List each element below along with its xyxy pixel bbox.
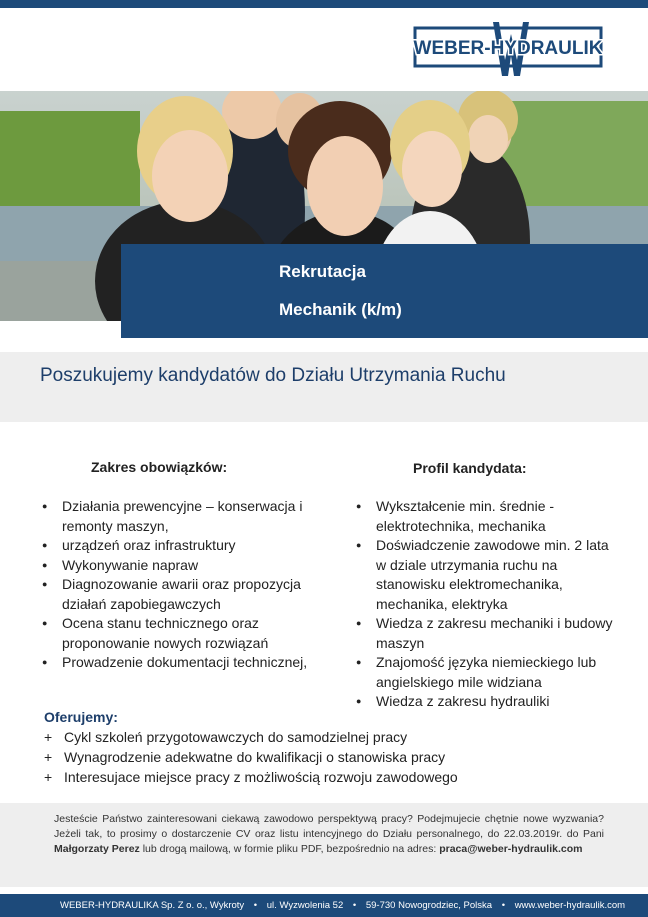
list-item: ● Ocena stanu technicznego oraz proponowanie nowych rozwiązań: [40, 614, 330, 653]
list-item: ● Wykonywanie napraw: [40, 556, 330, 576]
separator-dot: •: [501, 900, 506, 911]
profile-list: [354, 497, 620, 712]
list-item: ● Działania prewencyjne – konserwacja i remonty maszyn,: [40, 497, 330, 536]
company-street: ul. Wyzwolenia 52: [266, 900, 344, 911]
list-item: + Wynagrodzenie adekwatne do kwalifikacji o stanowiska pracy: [44, 747, 458, 767]
company-city: 59-730 Nowogrodziec, Polska: [365, 900, 493, 911]
profile-heading: Profil kandydata:: [413, 460, 527, 476]
list-item: ● Diagnozowanie awarii oraz propozycja działań zapobiegawczych: [40, 575, 330, 614]
separator-dot: •: [253, 900, 258, 911]
list-item: ● urządzeń oraz infrastruktury: [40, 536, 330, 556]
list-item: ● Prowadzenie dokumentacji technicznej,: [40, 653, 330, 673]
application-info: [0, 803, 648, 887]
weber-hydraulik-logo: [413, 20, 603, 78]
offer-list: [44, 727, 458, 787]
application-text-part1: Jesteście Państwo zainteresowani ciekawą zawodowo perspektywą pracy? Podejmujecie chętnie nowe wyzwania? Jeżeli tak, to prosimy o dostarczenie CV oraz listu intencyjnego do Działu personalnego, do 22.03.2019r. do Pani: [54, 813, 604, 840]
title-banner: [121, 244, 648, 338]
offer-heading: Oferujemy:: [44, 709, 118, 725]
top-brand-bar: [0, 0, 648, 8]
logo-text: WEBER-HYDRAULIK: [413, 38, 603, 59]
application-text: [54, 812, 604, 857]
duties-heading: Zakres obowiązków:: [91, 459, 228, 475]
list-item: + Interesujace miejsce pracy z możliwością rozwoju zawodowego: [44, 767, 458, 787]
company-bar: [0, 894, 648, 917]
contact-person: Małgorzaty Perez: [54, 843, 140, 855]
application-text-part2: lub drogą mailową, w formie pliku PDF, bezpośrednio na adres:: [139, 843, 440, 855]
banner-recruitment: Rekrutacja: [279, 262, 366, 281]
company-name: WEBER-HYDRAULIKA Sp. Z o. o., Wykroty: [60, 900, 245, 911]
company-website-link[interactable]: www.weber-hydraulik.com: [514, 900, 626, 911]
headline-band: [0, 352, 648, 422]
list-item: ● Wiedza z zakresu hydrauliki: [354, 692, 620, 712]
list-item: ● Wiedza z zakresu mechaniki i budowy maszyn: [354, 614, 620, 653]
contact-email-link[interactable]: praca@weber-hydraulik.com: [439, 843, 583, 855]
list-item: ● Wykształcenie min. średnie - elektrotechnika, mechanika: [354, 497, 620, 536]
separator-dot: •: [352, 900, 357, 911]
banner-job-title: Mechanik (k/m): [279, 300, 402, 319]
duties-list: [40, 497, 330, 673]
list-item: + Cykl szkoleń przygotowawczych do samodzielnej pracy: [44, 727, 458, 747]
headline: Poszukujemy kandydatów do Działu Utrzymania Ruchu: [40, 365, 506, 386]
list-item: ● Doświadczenie zawodowe min. 2 lata w dziale utrzymania ruchu na stanowisku elektromechanika, mechanika, elektryka: [354, 536, 620, 614]
list-item: ● Znajomość języka niemieckiego lub angielskiego mile widziana: [354, 653, 620, 692]
